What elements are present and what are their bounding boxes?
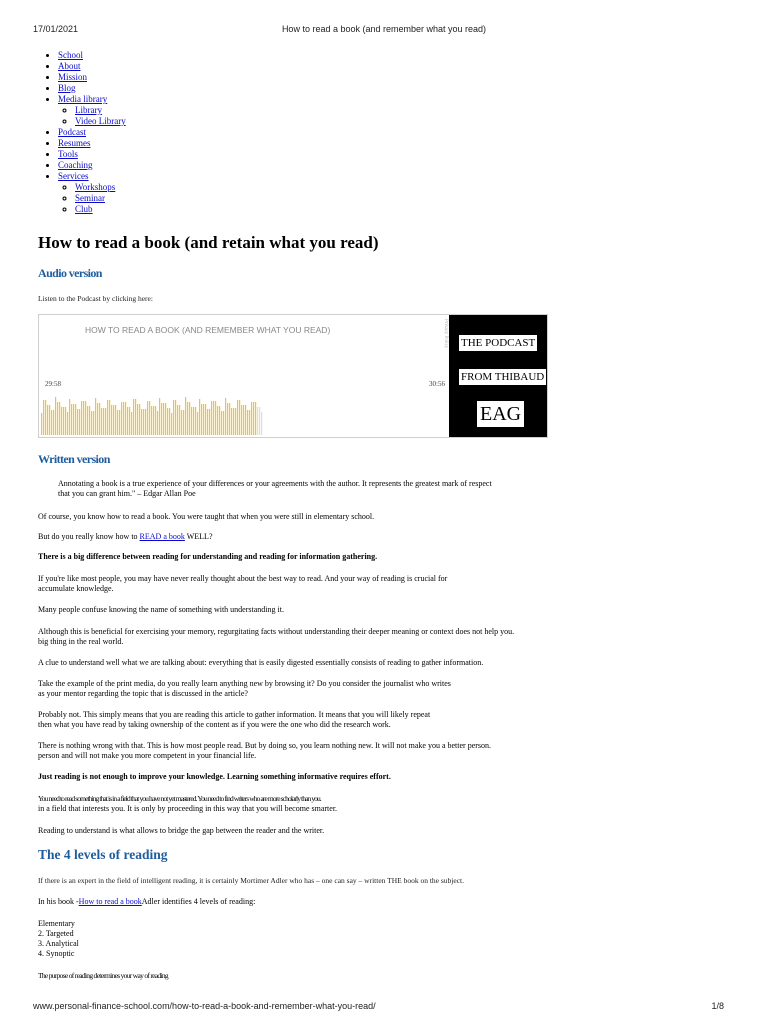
waveform-bar	[159, 398, 160, 435]
waveform-bar	[101, 408, 102, 435]
nav-link-library[interactable]: Library	[75, 105, 102, 115]
waveform-bar	[91, 411, 92, 435]
paragraph-11: Just reading is not enough to improve your knowledge. Learning something informative requires effort.	[38, 772, 391, 781]
waveform-bar	[73, 404, 74, 435]
waveform-bar	[119, 410, 120, 435]
paragraph-4	[38, 574, 447, 594]
waveform-bar	[143, 409, 144, 435]
waveform-bar	[217, 406, 218, 435]
paragraph-9-line-1: Probably not. This simply means that you are reading this article to gather information. It means that you will likely repeat	[38, 710, 431, 719]
paragraph-8-line-1: Take the example of the print media, do you really learn anything new by browsing it? Do you consider the journalist who writes	[38, 679, 451, 688]
waveform-bar	[133, 399, 134, 435]
nav-link-about[interactable]: About	[58, 61, 81, 71]
nav-link-seminar[interactable]: Seminar	[75, 193, 105, 203]
paragraph-12	[38, 794, 337, 814]
reading-level-3: 3. Analytical	[38, 939, 79, 948]
paragraph-4-line-2: accumulate knowledge.	[38, 584, 114, 593]
cover-text-podcast: THE PODCAST	[461, 337, 536, 349]
reading-levels-list	[38, 919, 79, 959]
waveform-bar	[219, 406, 220, 435]
waveform-bar	[173, 400, 174, 435]
nav-link-media-library[interactable]: Media library	[58, 94, 108, 104]
waveform-bar	[261, 412, 262, 435]
privacy-policy-link[interactable]: Privacy Policy	[443, 319, 448, 349]
waveform-bar	[235, 408, 236, 435]
nav-link-video-library[interactable]: Video Library	[75, 116, 126, 126]
waveform-bar	[59, 402, 60, 435]
waveform-bar	[189, 402, 190, 435]
waveform-bar	[199, 399, 200, 435]
waveform-bar	[71, 404, 72, 435]
print-footer	[33, 1001, 735, 1015]
waveform-bar	[65, 407, 66, 435]
waveform-bar	[233, 408, 234, 435]
paragraph-2-text-a: But do you really know how to	[38, 532, 140, 541]
total-duration: 30:56	[429, 380, 445, 388]
waveform-bar	[99, 403, 100, 435]
waveform-bar	[139, 404, 140, 435]
nav-link-blog[interactable]: Blog	[58, 83, 76, 93]
paragraph-5: Many people confuse knowing the name of something with understanding it.	[38, 605, 284, 614]
nav-link-workshops[interactable]: Workshops	[75, 182, 116, 192]
podcast-player[interactable]	[38, 314, 548, 438]
waveform-bar	[185, 397, 186, 435]
waveform-bar	[237, 400, 238, 435]
episode-title: HOW TO READ A BOOK (AND REMEMBER WHAT YOU READ)	[85, 325, 331, 335]
paragraph-8-line-2: as your mentor regarding the topic that is discussed in the article?	[38, 689, 248, 698]
print-url: www.personal-finance-school.com/how-to-read-a-book-and-remember-what-you-read/	[33, 1001, 376, 1011]
site-navigation	[58, 50, 126, 215]
waveform-bar	[259, 407, 260, 435]
paragraph-12-line-1: You need to read something that is in a field that you have not yet mastered. You need to find writers who are more scholarly than you.	[38, 794, 321, 803]
paragraph-8	[38, 679, 451, 699]
waveform-bar	[161, 403, 162, 435]
waveform-bar	[151, 406, 152, 435]
waveform-bar	[49, 405, 50, 435]
waveform-bar	[125, 402, 126, 435]
waveform-bar	[47, 405, 48, 435]
quote-line-1: Annotating a book is a true experience of your differences or your agreements with the author. It represents the greatest mark of respect	[58, 479, 492, 488]
waveform-bar	[209, 409, 210, 435]
nav-link-resumes[interactable]: Resumes	[58, 138, 91, 148]
nav-link-services[interactable]: Services	[58, 171, 89, 181]
waveform-bar	[93, 411, 94, 435]
waveform-bar	[69, 399, 70, 435]
paragraph-4-line-1: If you're like most people, you may have never really thought about the best way to read. And your way of reading is crucial for	[38, 574, 448, 583]
nav-link-tools[interactable]: Tools	[58, 149, 78, 159]
waveform-bar	[227, 403, 228, 435]
paragraph-12-line-2: in a field that interests you. It is only by proceeding in this way that you will become smarter.	[38, 804, 338, 813]
waveform-bar	[61, 407, 62, 435]
waveform-bar	[177, 405, 178, 435]
paragraph-6-line-1: Although this is beneficial for exercising your memory, regurgitating facts without understanding their deeper meaning or context does not help you.	[38, 627, 515, 636]
print-date: 17/01/2021	[33, 24, 79, 34]
waveform-bar	[231, 408, 232, 435]
podcast-cover-art	[449, 315, 547, 437]
waveform-bar	[127, 407, 128, 435]
waveform-bar	[239, 400, 240, 435]
reading-level-2: 2. Targeted	[38, 929, 74, 938]
paragraph-10	[38, 741, 491, 761]
waveform-bar	[197, 412, 198, 435]
waveform-bar	[145, 409, 146, 435]
waveform-bar	[89, 406, 90, 435]
waveform-bar	[79, 409, 80, 435]
waveform-bar	[85, 401, 86, 435]
waveform-scrubber[interactable]	[41, 397, 263, 435]
waveform-bar	[75, 404, 76, 435]
cover-text-from-thibaud: FROM THIBAUD	[461, 371, 545, 383]
waveform-bar	[249, 410, 250, 435]
waveform-bar	[241, 405, 242, 435]
waveform-bar	[213, 401, 214, 435]
blockquote	[58, 479, 492, 499]
listen-text: Listen to the Podcast by clicking here:	[38, 294, 153, 303]
waveform-bar	[103, 408, 104, 435]
how-to-read-a-book-link[interactable]: How to read a book	[78, 897, 142, 906]
waveform-bar	[115, 405, 116, 435]
paragraph-9-line-2: then what you have read by taking ownership of the content as if you were the one who did the research work.	[38, 720, 391, 729]
waveform-bar	[195, 407, 196, 435]
waveform-bar	[45, 400, 46, 435]
waveform-bar	[51, 410, 52, 435]
waveform-bar	[95, 398, 96, 435]
waveform-bar	[223, 411, 224, 435]
waveform-bar	[257, 407, 258, 435]
waveform-bar	[107, 400, 108, 435]
waveform-bar	[87, 406, 88, 435]
written-version-heading: Written version	[38, 452, 110, 466]
paragraph-14: If there is an expert in the field of intelligent reading, it is certainly Mortimer Adler who has – one can say – written THE book on the subject.	[38, 876, 464, 885]
paragraph-16: The purpose of reading determines your way of reading	[38, 971, 168, 980]
waveform-bar	[109, 400, 110, 435]
paragraph-1: Of course, you know how to read a book. You were taught that when you were still in elementary school.	[38, 512, 375, 521]
waveform-bar	[135, 399, 136, 435]
paragraph-2	[38, 532, 213, 542]
waveform-bar	[53, 410, 54, 435]
waveform-bar	[83, 401, 84, 435]
waveform-bar	[105, 408, 106, 435]
waveform-bar	[97, 403, 98, 435]
waveform-bar	[247, 410, 248, 435]
print-title: How to read a book (and remember what you read)	[281, 24, 487, 34]
waveform-bar	[181, 410, 182, 435]
waveform-bar	[245, 405, 246, 435]
waveform-bar	[121, 402, 122, 435]
waveform-bar	[193, 407, 194, 435]
waveform-bar	[201, 404, 202, 435]
waveform-bar	[253, 402, 254, 435]
read-a-book-link[interactable]: READ a book	[139, 532, 185, 541]
waveform-bar	[111, 405, 112, 435]
paragraph-15-text-a: In his book -	[38, 897, 79, 906]
waveform-bar	[243, 405, 244, 435]
paragraph-3: There is a big difference between reading for understanding and reading for information gathering.	[38, 552, 378, 561]
paragraph-9	[38, 710, 430, 730]
waveform-bar	[167, 408, 168, 435]
print-header	[33, 24, 735, 38]
waveform-bar	[165, 403, 166, 435]
waveform-bar	[179, 405, 180, 435]
paragraph-13: Reading to understand is what allows to bridge the gap between the reader and the writer.	[38, 826, 325, 835]
waveform-bar	[55, 397, 56, 435]
waveform-bar	[205, 404, 206, 435]
waveform-bar	[169, 408, 170, 435]
page-title: How to read a book (and retain what you read)	[38, 233, 379, 252]
waveform-bar	[191, 407, 192, 435]
waveform-bar	[131, 412, 132, 435]
waveform-bar	[81, 401, 82, 435]
waveform-bar	[215, 401, 216, 435]
waveform-bar	[153, 406, 154, 435]
waveform-bar	[63, 407, 64, 435]
waveform-bar	[149, 401, 150, 435]
waveform-bar	[225, 398, 226, 435]
waveform-bar	[183, 410, 184, 435]
four-levels-heading: The 4 levels of reading	[38, 847, 168, 862]
waveform-bar	[43, 400, 44, 435]
waveform-bar	[147, 401, 148, 435]
reading-level-4: 4. Synoptic	[38, 949, 75, 958]
waveform-bar	[255, 402, 256, 435]
paragraph-7: A clue to understand well what we are talking about: everything that is easily digested essentially consists of reading to gather information.	[38, 658, 484, 667]
nav-link-school[interactable]: School	[58, 50, 84, 60]
reading-level-1: Elementary	[38, 919, 75, 928]
waveform-bar	[157, 411, 158, 435]
nav-link-coaching[interactable]: Coaching	[58, 160, 93, 170]
waveform-bar	[137, 404, 138, 435]
waveform-bar	[187, 402, 188, 435]
waveform-bar	[171, 413, 172, 435]
paragraph-2-text-b: WELL?	[184, 532, 213, 541]
waveform-bar	[113, 405, 114, 435]
waveform-bar	[229, 403, 230, 435]
paragraph-15	[38, 897, 255, 907]
paragraph-15-text-b: Adler identifies 4 levels of reading:	[141, 897, 256, 906]
waveform-bar	[41, 413, 42, 435]
waveform-bar	[77, 409, 78, 435]
waveform-bar	[175, 400, 176, 435]
waveform-bar	[251, 402, 252, 435]
waveform-bar	[155, 406, 156, 435]
nav-link-club[interactable]: Club	[75, 204, 93, 214]
waveform-bar	[211, 401, 212, 435]
paragraph-6-line-2: big thing in the real world.	[38, 637, 124, 646]
waveform-bar	[221, 411, 222, 435]
waveform-bar	[67, 412, 68, 435]
waveform-bar	[57, 402, 58, 435]
print-page-number: 1/8	[711, 1001, 724, 1011]
paragraph-10-line-2: person and will not make you more competent in your financial life.	[38, 751, 257, 760]
paragraph-6	[38, 627, 514, 647]
cover-text-eag: EAG	[477, 401, 524, 427]
waveform-bar	[203, 404, 204, 435]
nav-link-podcast[interactable]: Podcast	[58, 127, 86, 137]
waveform-bar	[163, 403, 164, 435]
nav-link-mission[interactable]: Mission	[58, 72, 88, 82]
waveform-bar	[129, 407, 130, 435]
paragraph-10-line-1: There is nothing wrong with that. This is how most people read. But by doing so, you learn nothing new. It will not make you a better person.	[38, 741, 492, 750]
waveform-bar	[207, 409, 208, 435]
audio-version-heading: Audio version	[38, 266, 102, 280]
elapsed-time: 29:58	[45, 380, 61, 388]
waveform-bar	[117, 410, 118, 435]
waveform-bar	[123, 402, 124, 435]
waveform-bar	[141, 409, 142, 435]
quote-line-2: that you can grant him." – Edgar Allan Poe	[58, 489, 196, 498]
